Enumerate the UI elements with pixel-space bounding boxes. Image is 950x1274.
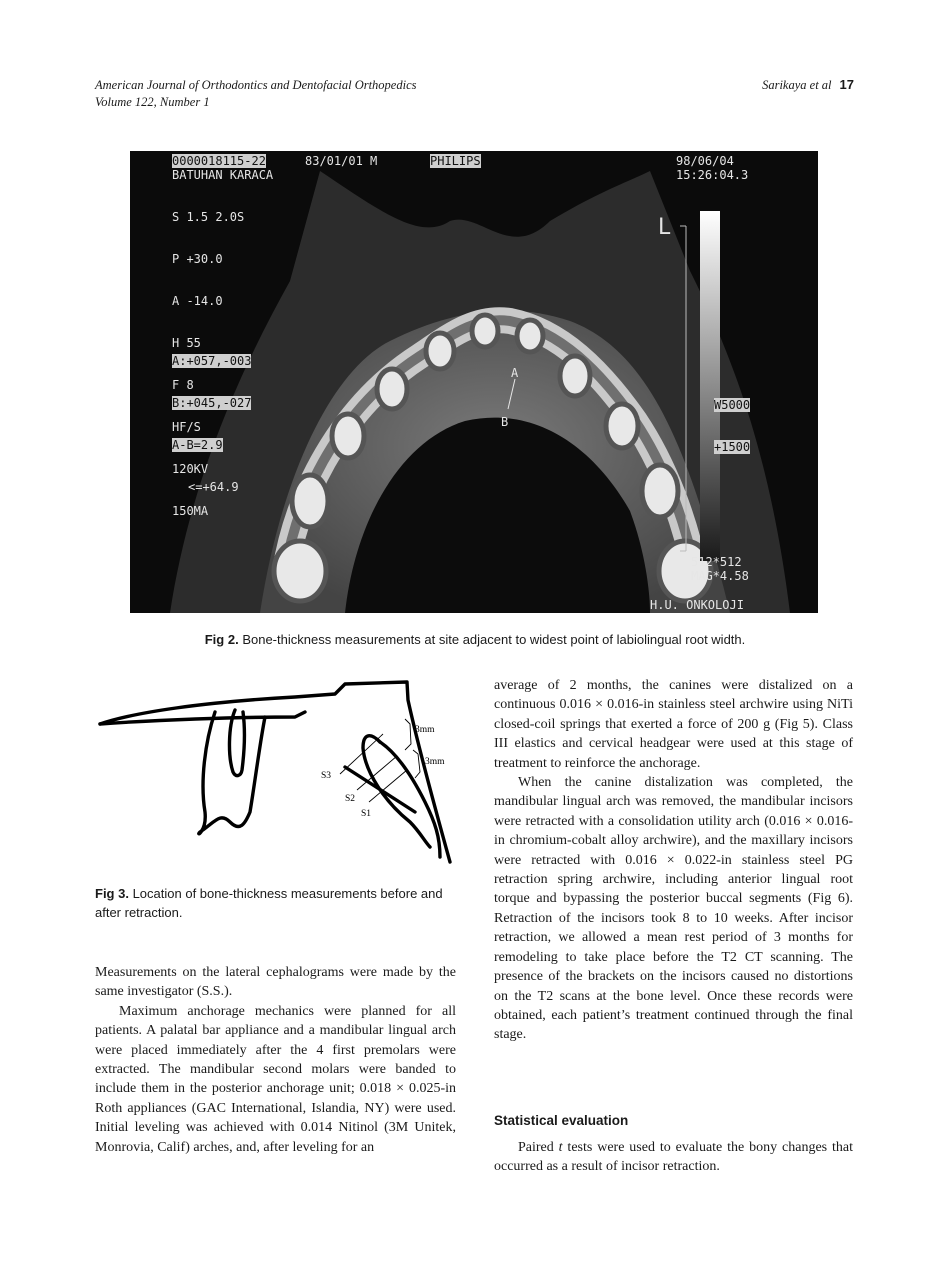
ct-manufacturer: PHILIPS: [430, 154, 481, 168]
ct-measure-b: B:+045,-027: [172, 396, 252, 410]
figure-3-label: Fig 3.: [95, 886, 129, 901]
ct-time: 15:26:04.3: [676, 168, 749, 182]
journal-title: American Journal of Orthodontics and Dentofacial Orthopedics: [95, 78, 417, 92]
ct-level: +1500: [714, 440, 751, 454]
body-column-right: [494, 676, 853, 1045]
ct-patient-id: 0000018115-22: [172, 154, 266, 168]
label-s2: S2: [345, 794, 356, 804]
ct-param: S 1.5 2.0S: [172, 210, 245, 224]
figure-2-caption-text: Bone-thickness measurements at site adjacent to widest point of labiolingual root width.: [242, 632, 746, 647]
mm-bracket-top: [405, 719, 411, 750]
ct-matrix: 512*512: [691, 555, 742, 569]
incisor-alveolar-line: [345, 767, 415, 812]
mm-bracket-bottom: [413, 750, 420, 778]
paragraph: When the canine distalization was completed, the mandibular lingual arch was removed, the mandibular incisors were retracted with a consolidation utility arch (0.016 × 0.016-in chromium-cobalt alloy archwire), and the maxillary incisors were retracted with 0.016 × 0.022-in stainless steel PG retraction spring archwire, including anterior lingual root torque and bypassing the posterior buccal segments (Fig 6). Retraction of the incisors took 8 to 10 weeks. After incisor retraction, we allowed a mean rest period of 3 months for remodeling to take place before the T2 CT scanning. The presence of the brackets on the incisors caused no distortions on the T2 scans at the bone level. Once these records were obtained, each patient’s treatment continued through the final stage.: [494, 775, 853, 1043]
palate-underline: [100, 712, 305, 724]
ct-param: 150MA: [172, 504, 209, 518]
ct-side-marker: L: [658, 215, 671, 240]
ct-param: P +30.0: [172, 252, 223, 266]
figure-3-drawing: [95, 672, 460, 872]
palate-outline: [100, 682, 450, 862]
paragraph: [494, 1138, 853, 1177]
ct-measure-ab: A-B=2.9: [172, 438, 223, 452]
section-heading: Statistical evaluation: [494, 1113, 629, 1128]
figure-3-caption-text: Location of bone-thickness measurements before and after retraction.: [95, 886, 443, 920]
ct-magnification: MAG*4.58: [691, 569, 749, 583]
ct-dob-sex: 83/01/01 M: [305, 154, 378, 168]
paragraph-text-start: Paired: [518, 1140, 559, 1155]
body-column-left: [95, 963, 456, 1157]
label-s3: S3: [321, 771, 332, 781]
ct-measure-angle: <=+64.9: [188, 480, 239, 494]
journal-volume: Volume 122, Number 1: [95, 95, 210, 109]
paragraph: average of 2 months, the canines were distalized on a continuous 0.016 × 0.016-in stainless steel archwire using NiTi closed-coil springs that exerted a force of 200 g (Fig 5). Class III elastics and cervical headgear were used at this stage of treatment to reinforce the anchorage.: [494, 678, 853, 771]
s3-line: [340, 734, 383, 774]
body-column-right-continued: [494, 1138, 853, 1177]
ct-point-a: A: [511, 366, 519, 380]
ct-patient-name: BATUHAN KARACA: [172, 168, 274, 182]
incisor-diagram: [95, 672, 460, 872]
ct-point-b: B: [501, 415, 509, 429]
running-header-author: [762, 77, 854, 93]
ct-date: 98/06/04: [676, 154, 734, 168]
running-header-journal: [95, 77, 417, 111]
page-number: 17: [839, 77, 854, 92]
ct-param: H 55: [172, 336, 201, 350]
ct-manufacturer-block: [430, 154, 481, 168]
ct-param: 120KV: [172, 462, 209, 476]
ct-window-block: [714, 370, 750, 482]
label-3mm-top: 3mm: [415, 725, 435, 735]
ct-institution: H.U. ONKOLOJI: [650, 598, 744, 612]
ct-measurements: [172, 326, 251, 522]
paragraph-italic: t: [558, 1140, 563, 1155]
ct-window: W5000: [714, 398, 751, 412]
author-name: Sarikaya et al: [762, 78, 832, 92]
ct-param: F 8: [172, 378, 194, 392]
figure-2-caption: [0, 632, 950, 647]
ct-param: A -14.0: [172, 294, 223, 308]
figure-2-label: Fig 2.: [204, 632, 239, 647]
ct-id-block: [172, 154, 266, 168]
ct-measure-a: A:+057,-003: [172, 354, 252, 368]
figure-3-caption: [95, 884, 460, 922]
paragraph: Maximum anchorage mechanics were planned for all patients. A palatal bar appliance and a mandibular lingual arch were placed immediately after the 4 first premolars were extracted. The mandibular second molars were banded to include them in the posterior anchorage unit; 0.018 × 0.025-in Roth appliances (GAC International, Islandia, NY) were used. Initial leveling was achieved with 0.014 Nitinol (3M Unitek, Monrovia, Calif) arches, and, after leveling for an: [95, 1003, 456, 1155]
molar-inner-root: [229, 710, 244, 776]
label-3mm-bottom: 3mm: [425, 757, 445, 767]
paragraph: Measurements on the lateral cephalograms were made by the same investigator (S.S.).: [95, 965, 456, 1000]
ct-scan-image: [130, 151, 818, 613]
ct-param: HF/S: [172, 420, 201, 434]
label-s1: S1: [361, 809, 372, 819]
paragraph-text-end: tests were used to evaluate the bony changes that occurred as a result of incisor retraction.: [494, 1140, 853, 1175]
